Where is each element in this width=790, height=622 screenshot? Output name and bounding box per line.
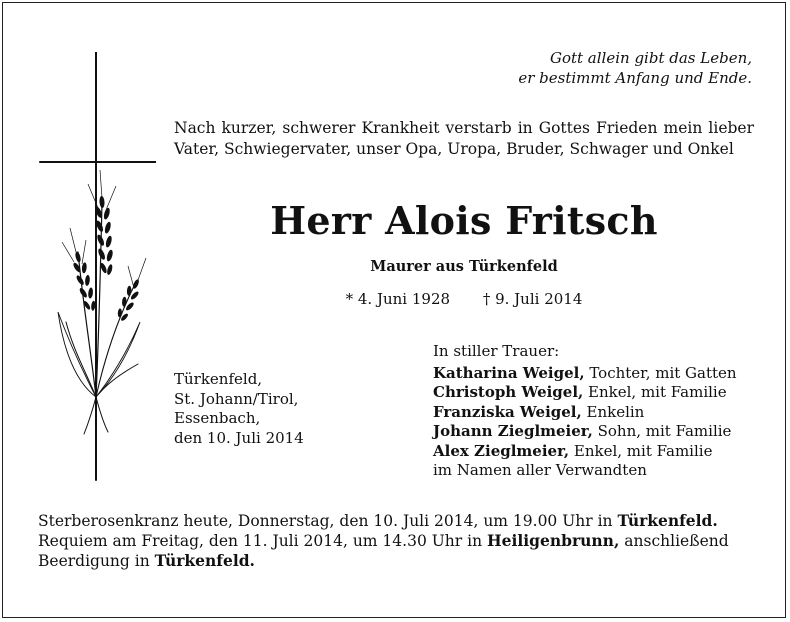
- mourners-list: [433, 364, 737, 480]
- mourner-relation: Enkel, mit Familie: [569, 441, 713, 460]
- mourning-heading: In stiller Trauer:: [433, 342, 560, 360]
- burial-line: [38, 551, 754, 571]
- requiem-text: Requiem am Freitag, den 11. Juli 2014, um 14.30 Uhr in: [38, 532, 487, 550]
- mourner-row: [433, 442, 737, 461]
- life-dates: [174, 289, 754, 309]
- mourner-name: Johann Zieglmeier,: [433, 422, 593, 441]
- mourner-row: [433, 383, 737, 402]
- deceased-occupation: Maurer aus Türkenfeld: [370, 258, 558, 275]
- mourner-row: [433, 422, 737, 441]
- intro-text: Nach kurzer, schwerer Krankheit verstarb in Gottes Frieden mein lieber Vater, Schwiegervater, unser Opa, Uropa, Bruder, Schwager und Onkel: [174, 119, 754, 158]
- mourner-row: [433, 364, 737, 383]
- requiem-location: Heiligenbrunn,: [487, 531, 620, 550]
- motto-quote: [518, 48, 752, 88]
- mourner-relation: Enkelin: [581, 402, 645, 421]
- mourning-closing: im Namen aller Verwandten: [433, 461, 647, 480]
- birth-date: * 4. Juni 1928: [345, 290, 451, 308]
- mourner-name: Alex Zieglmeier,: [433, 441, 570, 460]
- deceased-name: Herr Alois Fritsch: [270, 198, 658, 243]
- burial-location: Türkenfeld.: [154, 551, 255, 570]
- mourner-relation: Tochter, mit Gatten: [584, 364, 737, 382]
- place-line: Essenbach,: [174, 409, 261, 427]
- mourner-name: Christoph Weigel,: [433, 383, 584, 402]
- requiem-suffix: anschließend: [619, 532, 729, 550]
- place-line: St. Johann/Tirol,: [174, 389, 299, 408]
- cross-with-wheat-icon: [36, 52, 156, 482]
- rosary-line: [38, 511, 754, 531]
- burial-text: Beerdigung in: [38, 552, 155, 570]
- requiem-line: [38, 531, 754, 551]
- mourner-name: Katharina Weigel,: [433, 364, 585, 382]
- rosary-text: Sterberosenkranz heute, Donnerstag, den 10. Juli 2014, um 19.00 Uhr in: [38, 512, 618, 530]
- mourner-row: [433, 403, 737, 422]
- place-and-date: [174, 370, 304, 448]
- service-info: [38, 511, 754, 571]
- death-date: † 9. Juli 2014: [482, 290, 583, 308]
- place-line: den 10. Juli 2014: [174, 428, 304, 447]
- mourner-name: Franziska Weigel,: [433, 402, 582, 421]
- quote-line-1: Gott allein gibt das Leben,: [549, 49, 752, 67]
- quote-line-2: er bestimmt Anfang und Ende.: [518, 69, 752, 87]
- rosary-location: Türkenfeld.: [617, 511, 718, 530]
- mourner-relation: Sohn, mit Familie: [592, 422, 732, 441]
- mourner-relation: Enkel, mit Familie: [583, 383, 727, 402]
- place-line: Türkenfeld,: [174, 370, 263, 388]
